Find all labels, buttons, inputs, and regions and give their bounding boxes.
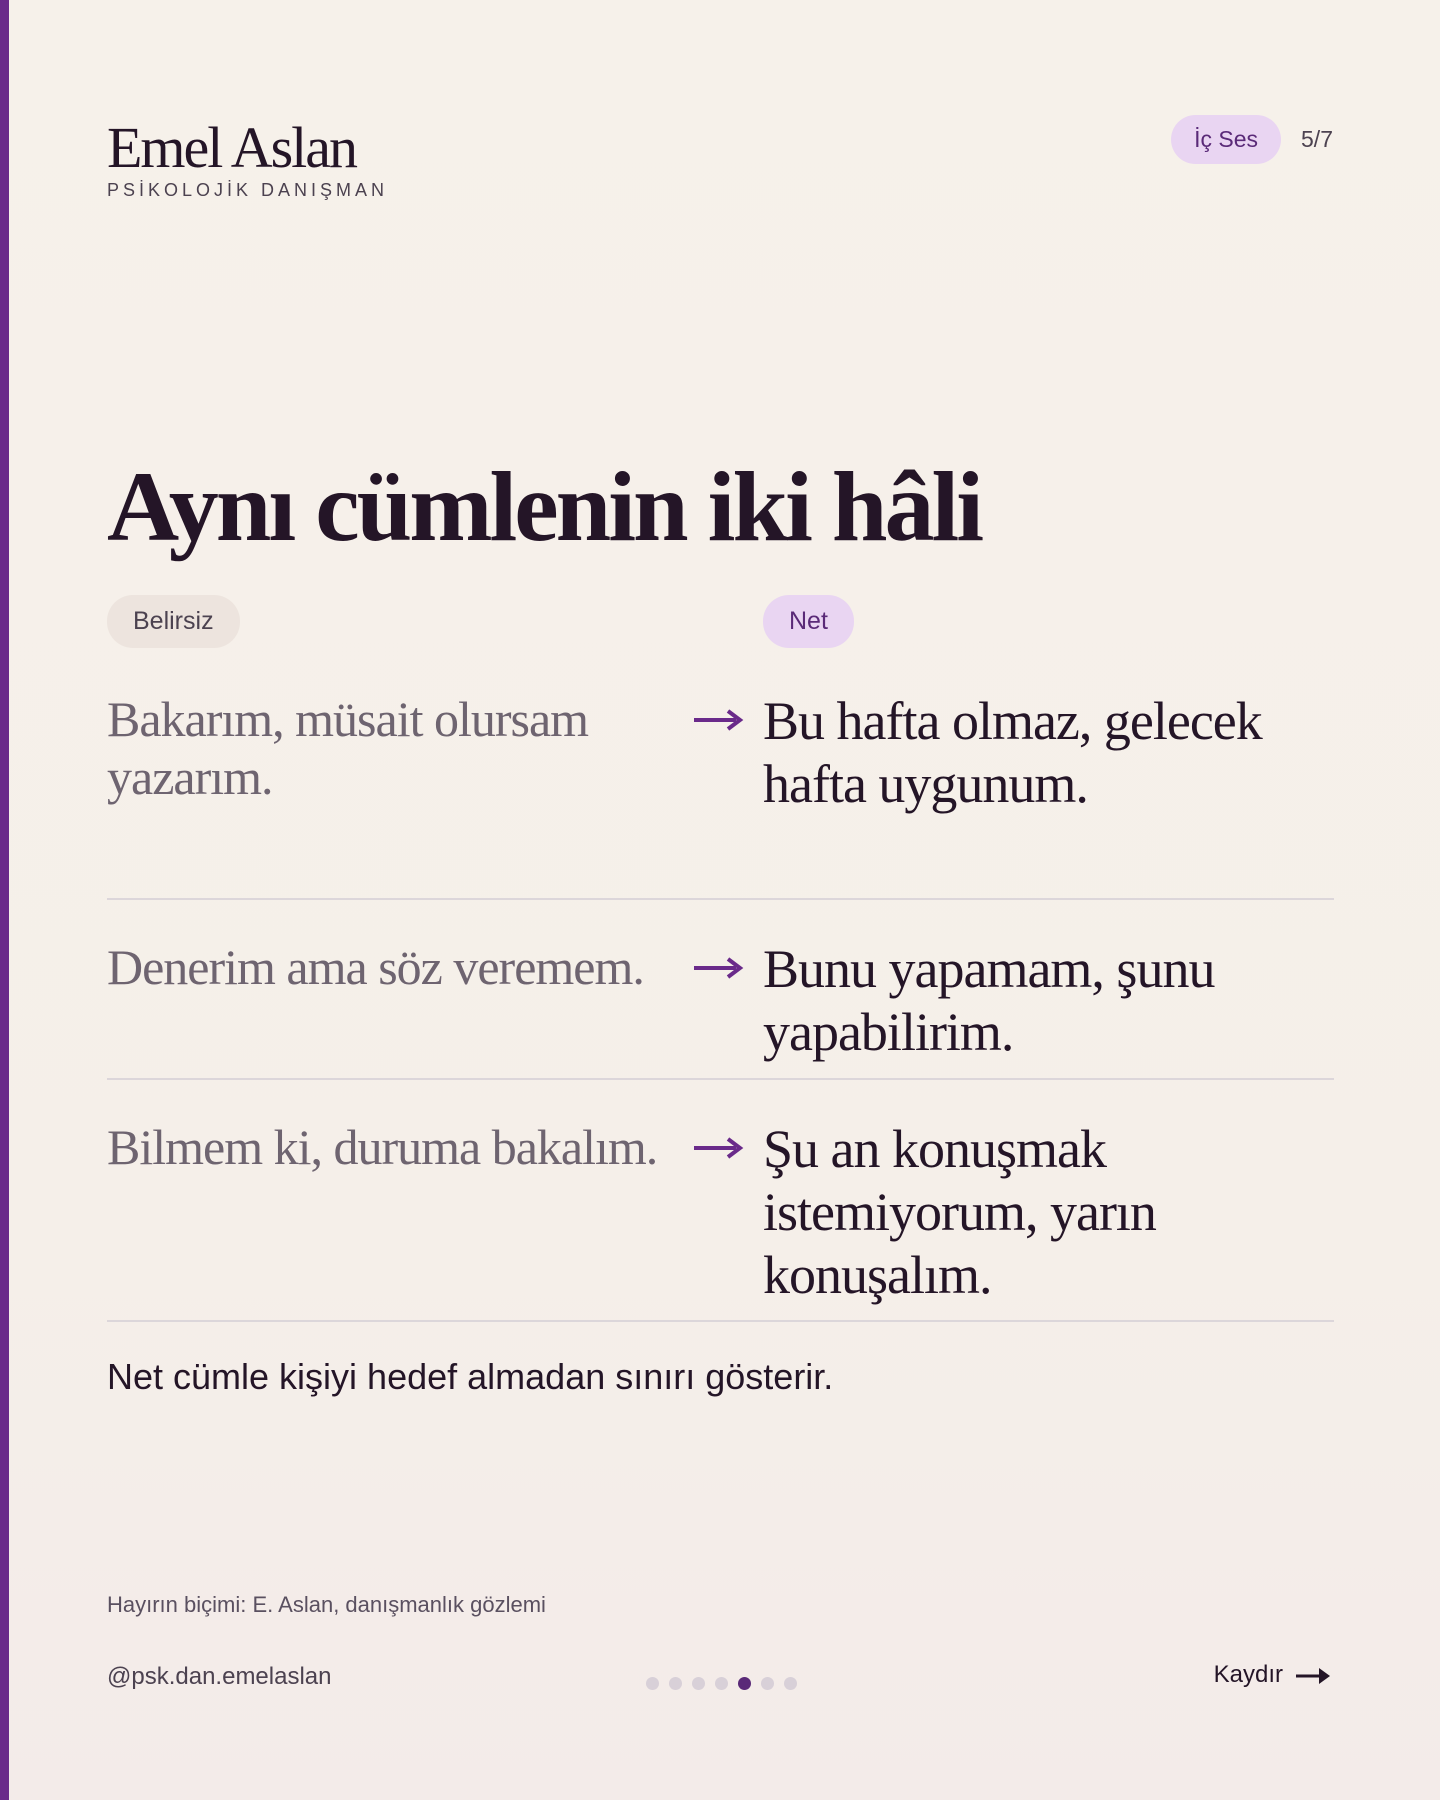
section-tag: İç Ses (1171, 115, 1281, 164)
comparison-list (107, 690, 1334, 1322)
clear-sentence: Bu hafta olmaz, gelecek hafta uygunum. (763, 691, 1262, 814)
brand-subtitle: PSİKOLOJİK DANIŞMAN (107, 180, 389, 200)
comparison-row (107, 690, 1334, 900)
comparison-row (107, 1080, 1334, 1322)
arrow-right-icon (692, 956, 744, 980)
pagination-dot-active[interactable] (738, 1677, 751, 1690)
arrow-right-icon (1295, 1665, 1333, 1685)
page-indicator: 5/7 (1301, 126, 1333, 152)
takeaway-text: Net cümle kişiyi hedef almadan sınırı gösterir. (107, 1356, 834, 1397)
clear-sentence: Bunu yapamam, şunu yapabilirim. (763, 939, 1215, 1062)
brand (107, 115, 389, 201)
arrow-right-icon (692, 1136, 744, 1160)
brand-name: Emel Aslan (107, 115, 357, 180)
arrow-right-icon (692, 708, 744, 732)
pagination-dots (646, 1677, 797, 1690)
vague-sentence: Bilmem ki, duruma bakalım. (107, 1119, 658, 1175)
pagination-dot[interactable] (669, 1677, 682, 1690)
vague-column-label: Belirsiz (107, 595, 240, 648)
swipe-button[interactable] (1214, 1661, 1333, 1689)
vague-sentence: Denerim ama söz veremem. (107, 939, 644, 995)
source-note: Hayırın biçimi: E. Aslan, danışmanlık gözlemi (107, 1592, 546, 1617)
pagination-dot[interactable] (784, 1677, 797, 1690)
comparison-row (107, 900, 1334, 1080)
pagination-dot[interactable] (715, 1677, 728, 1690)
page-title: Aynı cümlenin iki hâli (107, 451, 982, 562)
social-handle: @psk.dan.emelaslan (107, 1663, 332, 1690)
pagination-dot[interactable] (646, 1677, 659, 1690)
column-labels (107, 595, 1334, 647)
clear-sentence: Şu an konuşmak istemiyorum, yarın konuşalım. (763, 1119, 1156, 1305)
header-meta (1171, 115, 1333, 164)
accent-bar (0, 0, 9, 1800)
pagination-dot[interactable] (692, 1677, 705, 1690)
clear-column-label: Net (763, 595, 854, 648)
swipe-label: Kaydır (1213, 1661, 1283, 1688)
pagination-dot[interactable] (761, 1677, 774, 1690)
vague-sentence: Bakarım, müsait olursam yazarım. (107, 691, 589, 805)
